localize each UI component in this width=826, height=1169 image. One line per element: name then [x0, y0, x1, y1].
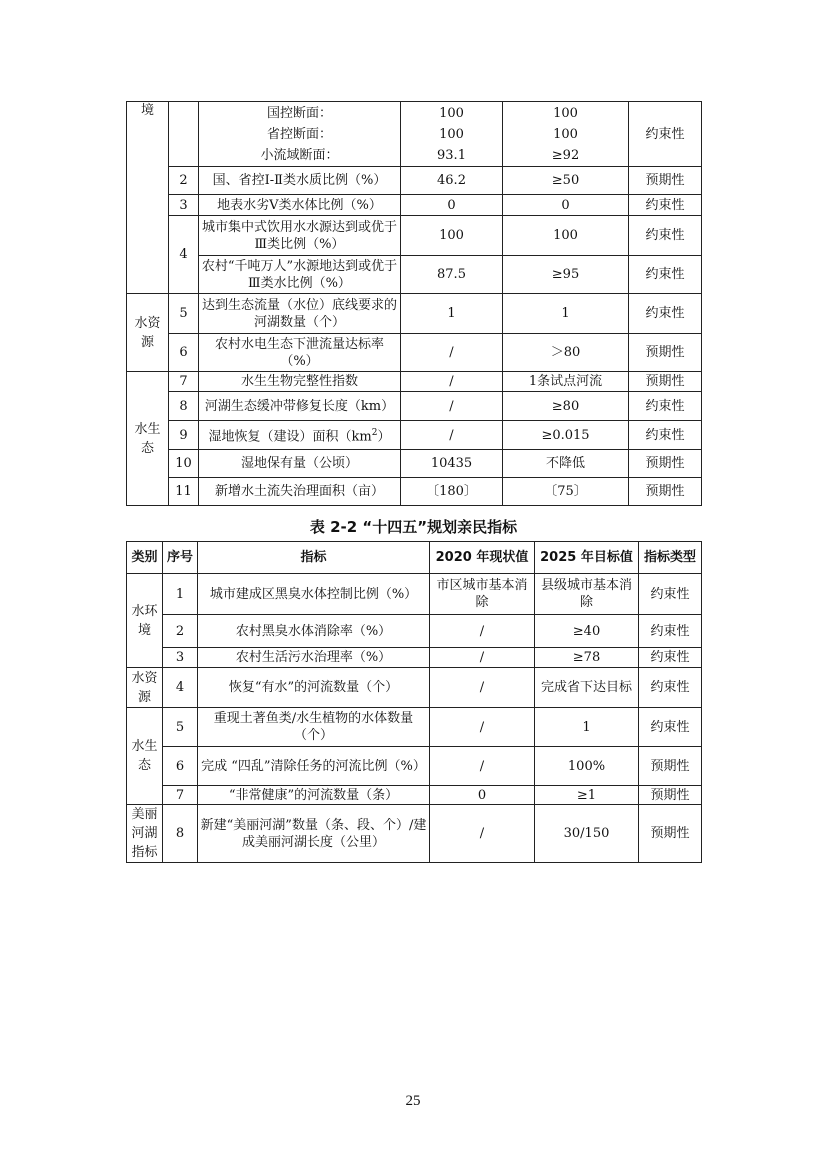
header-category: 类别: [127, 542, 163, 574]
indicator-cell: 恢复“有水”的河流数量（个）: [198, 668, 430, 708]
type-cell: 约束性: [639, 708, 702, 747]
table-row: [127, 195, 702, 216]
current-value-cell: /: [401, 392, 503, 421]
table-row: [127, 294, 702, 334]
category-cell: 美丽河湖指标: [127, 805, 163, 863]
header-target: 2025 年目标值: [535, 542, 639, 574]
current-value-cell: 100: [401, 216, 503, 256]
current-value-cell: /: [430, 747, 535, 786]
type-cell: 约束性: [629, 102, 702, 167]
indicator-cell: 国、省控Ⅰ-Ⅱ类水质比例（%）: [199, 167, 401, 195]
category-cell: 水生态: [127, 708, 163, 805]
index-cell: 8: [169, 392, 199, 421]
index-cell: 5: [163, 708, 198, 747]
index-cell: 6: [163, 747, 198, 786]
current-value-cell: 〔180〕: [401, 478, 503, 506]
indicator-text-end: ）: [377, 429, 391, 445]
indicator-cell: 新增水土流失治理面积（亩）: [199, 478, 401, 506]
type-cell: 约束性: [629, 195, 702, 216]
category-cell: 水资源: [127, 668, 163, 708]
category-cell: 境: [127, 102, 169, 294]
target-value-cell: 县级城市基本消除: [535, 574, 639, 615]
table-row: [127, 786, 702, 805]
index-cell: 8: [163, 805, 198, 863]
indicator-cell: 湿地保有量（公顷）: [199, 450, 401, 478]
index-cell: 2: [163, 615, 198, 648]
index-cell: 11: [169, 478, 199, 506]
indicator-cell: [199, 421, 401, 450]
indicator-cell: 重现土著鱼类/水生植物的水体数量（个）: [198, 708, 430, 747]
category-cell: 水资源: [127, 294, 169, 372]
header-current: 2020 年现状值: [430, 542, 535, 574]
type-cell: 预期性: [639, 747, 702, 786]
index-cell: 2: [169, 167, 199, 195]
table-row: [127, 102, 702, 167]
table-row: [127, 216, 702, 256]
index-cell: 4: [169, 216, 199, 294]
index-cell: 4: [163, 668, 198, 708]
current-value-cell: /: [401, 421, 503, 450]
indicator-cell: 农村生活污水治理率（%）: [198, 648, 430, 668]
type-cell: 预期性: [629, 450, 702, 478]
current-value-cell: 市区城市基本消除: [430, 574, 535, 615]
table-row: [127, 708, 702, 747]
indicator-cell: 城市集中式饮用水水源达到或优于Ⅲ类比例（%）: [199, 216, 401, 256]
indicator-cell: 城市建成区黑臭水体控制比例（%）: [198, 574, 430, 615]
table-row: [127, 256, 702, 294]
indicator-text: 湿地恢复（建设）面积（km: [208, 429, 372, 445]
current-value-cell: 100 100 93.1: [401, 102, 503, 167]
target-value-cell: 完成省下达目标: [535, 668, 639, 708]
indicator-cell: 国控断面： 省控断面： 小流域断面：: [199, 102, 401, 167]
table-header-row: [127, 542, 702, 574]
table-row: [127, 615, 702, 648]
target-value-cell: 100 100 ≥92: [503, 102, 629, 167]
header-index: 序号: [163, 542, 198, 574]
type-cell: 预期性: [639, 805, 702, 863]
table-row: [127, 421, 702, 450]
table-row: [127, 167, 702, 195]
indicator-cell: 水生生物完整性指数: [199, 372, 401, 392]
type-cell: 约束性: [639, 574, 702, 615]
current-value-cell: /: [430, 805, 535, 863]
index-cell: [169, 102, 199, 167]
type-cell: 约束性: [629, 216, 702, 256]
current-value-cell: /: [430, 648, 535, 668]
index-cell: 6: [169, 334, 199, 372]
indicator-cell: 地表水劣Ⅴ类水体比例（%）: [199, 195, 401, 216]
table-row: [127, 747, 702, 786]
table-row: [127, 334, 702, 372]
target-value-cell: 30/150: [535, 805, 639, 863]
indicator-cell: 完成 “四乱”清除任务的河流比例（%）: [198, 747, 430, 786]
category-cell: 水环境: [127, 574, 163, 668]
superscript: 2: [371, 427, 378, 438]
target-value-cell: 100%: [535, 747, 639, 786]
table-row: [127, 574, 702, 615]
target-value-cell: ≥50: [503, 167, 629, 195]
index-cell: 9: [169, 421, 199, 450]
table-row: [127, 372, 702, 392]
target-value-cell: 1: [535, 708, 639, 747]
index-cell: 7: [163, 786, 198, 805]
indicator-cell: “非常健康”的河流数量（条）: [198, 786, 430, 805]
type-cell: 约束性: [639, 615, 702, 648]
target-value-cell: ≥95: [503, 256, 629, 294]
target-value-cell: 1: [503, 294, 629, 334]
target-value-cell: ≥78: [535, 648, 639, 668]
category-cell: 水生态: [127, 372, 169, 506]
table-row: [127, 648, 702, 668]
page-number: 25: [405, 1093, 421, 1109]
header-type: 指标类型: [639, 542, 702, 574]
indicator-cell: 达到生态流量（水位）底线要求的河湖数量（个）: [199, 294, 401, 334]
index-cell: 10: [169, 450, 199, 478]
target-value-cell: 不降低: [503, 450, 629, 478]
current-value-cell: /: [401, 372, 503, 392]
current-value-cell: 10435: [401, 450, 503, 478]
index-cell: 3: [163, 648, 198, 668]
type-cell: 预期性: [639, 786, 702, 805]
index-cell: 1: [163, 574, 198, 615]
current-value-cell: /: [401, 334, 503, 372]
current-value-cell: 46.2: [401, 167, 503, 195]
current-value-cell: 0: [401, 195, 503, 216]
type-cell: 预期性: [629, 167, 702, 195]
target-value-cell: ≥0.015: [503, 421, 629, 450]
indicator-table-continued: [126, 101, 702, 506]
index-cell: 5: [169, 294, 199, 334]
indicator-cell: 农村“千吨万人”水源地达到或优于Ⅲ类水比例（%）: [199, 256, 401, 294]
current-value-cell: /: [430, 615, 535, 648]
header-indicator: 指标: [198, 542, 430, 574]
type-cell: 约束性: [629, 256, 702, 294]
table-row: [127, 805, 702, 863]
target-value-cell: ≥40: [535, 615, 639, 648]
indicator-cell: 新建“美丽河湖”数量（条、段、个）/建成美丽河湖长度（公里）: [198, 805, 430, 863]
type-cell: 约束性: [629, 392, 702, 421]
people-oriented-indicator-table: [126, 541, 702, 863]
index-cell: 3: [169, 195, 199, 216]
target-value-cell: ≥80: [503, 392, 629, 421]
current-value-cell: /: [430, 668, 535, 708]
target-value-cell: 1条试点河流: [503, 372, 629, 392]
indicator-cell: 农村水电生态下泄流量达标率（%）: [199, 334, 401, 372]
current-value-cell: 0: [430, 786, 535, 805]
indicator-cell: 农村黑臭水体消除率（%）: [198, 615, 430, 648]
current-value-cell: 1: [401, 294, 503, 334]
target-value-cell: ≥1: [535, 786, 639, 805]
type-cell: 预期性: [629, 334, 702, 372]
table-caption: 表 2-2 “十四五”规划亲民指标: [309, 518, 518, 536]
table-row: [127, 478, 702, 506]
type-cell: 预期性: [629, 478, 702, 506]
table-row: [127, 392, 702, 421]
index-cell: 7: [169, 372, 199, 392]
current-value-cell: /: [430, 708, 535, 747]
target-value-cell: 0: [503, 195, 629, 216]
type-cell: 预期性: [629, 372, 702, 392]
type-cell: 约束性: [629, 421, 702, 450]
target-value-cell: ＞80: [503, 334, 629, 372]
type-cell: 约束性: [629, 294, 702, 334]
table-row: [127, 450, 702, 478]
table-row: [127, 668, 702, 708]
type-cell: 约束性: [639, 648, 702, 668]
current-value-cell: 87.5: [401, 256, 503, 294]
indicator-cell: 河湖生态缓冲带修复长度（km）: [199, 392, 401, 421]
type-cell: 约束性: [639, 668, 702, 708]
target-value-cell: 〔75〕: [503, 478, 629, 506]
target-value-cell: 100: [503, 216, 629, 256]
